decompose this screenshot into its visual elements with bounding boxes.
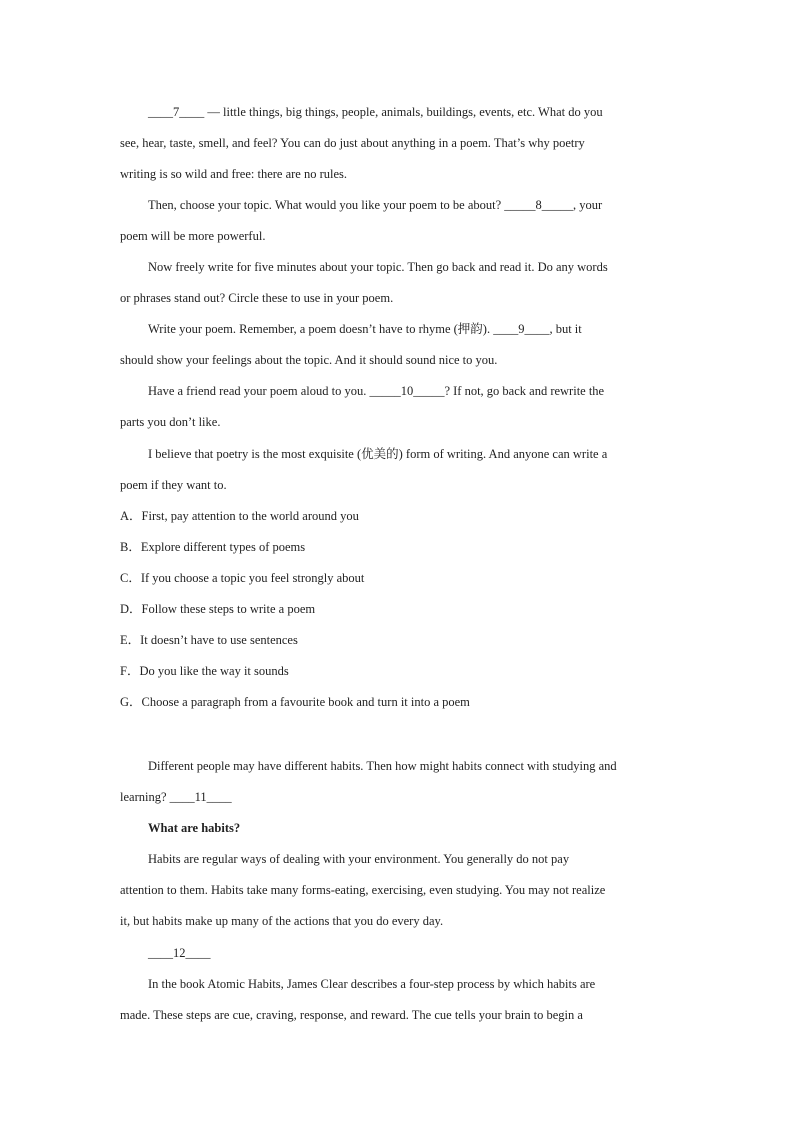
text-line: ____7____ — little things, big things, people, animals, buildings, events, etc. What do you (148, 105, 603, 119)
text-line: Now freely write for five minutes about your topic. Then go back and read it. Do any words (148, 260, 608, 274)
text-line: attention to them. Habits take many forms-eating, exercising, even studying. You may not realize (120, 883, 606, 897)
option-g: G．Choose a paragraph from a favourite book and turn it into a poem (120, 695, 470, 709)
option-d: D．Follow these steps to write a poem (120, 602, 316, 616)
text-line: ____12____ (148, 946, 211, 960)
text-line: writing is so wild and free: there are no rules. (120, 167, 348, 181)
text-line: poem if they want to. (120, 478, 227, 492)
text-line: poem will be more powerful. (120, 229, 266, 243)
paragraph-9 (120, 314, 675, 376)
paragraph-freewrite (120, 252, 675, 314)
paragraph-10 (120, 376, 675, 438)
paragraph-atomic-habits (120, 969, 675, 1031)
option-a: A．First, pay attention to the world around you (120, 509, 359, 523)
text-line: Habits are regular ways of dealing with your environment. You generally do not pay (148, 852, 570, 866)
paragraph-8 (120, 190, 675, 252)
section-heading (120, 813, 675, 844)
text-line: it, but habits make up many of the actions that you do every day. (120, 914, 444, 928)
options-list (120, 501, 675, 718)
text-line: parts you don’t like. (120, 415, 221, 429)
text-line: should show your feelings about the topic. And it should sound nice to you. (120, 353, 498, 367)
text-line: I believe that poetry is the most exquisite (优美的) form of writing. And anyone can write a (148, 447, 608, 461)
text-line: Different people may have different habits. Then how might habits connect with studying and (148, 759, 617, 773)
paragraph-conclusion (120, 439, 675, 501)
option-c: C．If you choose a topic you feel strongly about (120, 571, 365, 585)
paragraph-7 (120, 97, 675, 190)
paragraph-habits (120, 844, 675, 937)
text-line: Have a friend read your poem aloud to you. _____10_____? If not, go back and rewrite the (148, 384, 605, 398)
text-line: learning? ____11____ (120, 790, 232, 804)
text-line: In the book Atomic Habits, James Clear describes a four-step process by which habits are (148, 977, 596, 991)
text-line: made. These steps are cue, craving, response, and reward. The cue tells your brain to begin a (120, 1008, 583, 1022)
text-line: Then, choose your topic. What would you like your poem to be about? _____8_____, your (148, 198, 603, 212)
option-f: F．Do you like the way it sounds (120, 664, 289, 678)
text-line: or phrases stand out? Circle these to use in your poem. (120, 291, 394, 305)
option-e: E．It doesn’t have to use sentences (120, 633, 298, 647)
text-line: Write your poem. Remember, a poem doesn’t have to rhyme (押韵). ____9____, but it (148, 322, 582, 336)
text-line: see, hear, taste, smell, and feel? You can do just about anything in a poem. That’s why poetry (120, 136, 585, 150)
heading-what-are-habits: What are habits? (148, 821, 241, 835)
option-b: B．Explore different types of poems (120, 540, 306, 554)
blank-12 (120, 938, 675, 969)
paragraph-11 (120, 751, 675, 813)
